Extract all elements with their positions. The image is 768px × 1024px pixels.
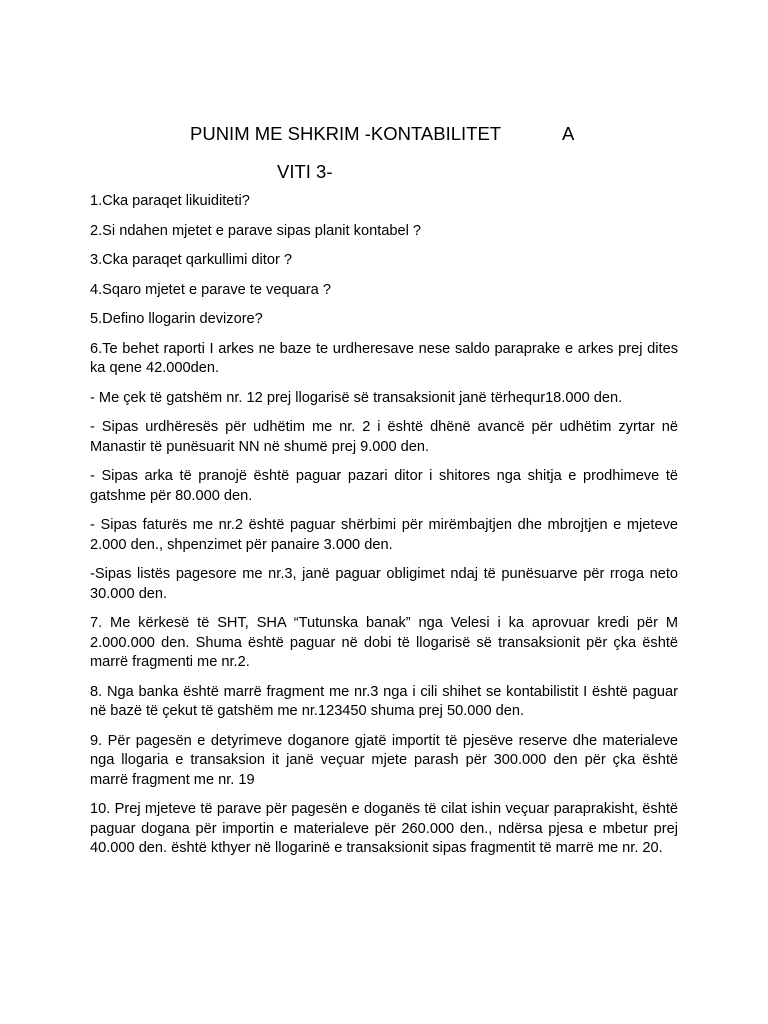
task-item-cheque: - Me çek të gatshëm nr. 12 prej llogarisë së transaksionit janë tërhequr18.000 den. bbox=[90, 389, 623, 406]
question-8: 8. Nga banka është marrë fragment me nr.3 nga i cili shihet se kontabilistit I është paguar në bazë të çekut të gatshëm me nr.123450 shuma prej 50.000 den. bbox=[90, 683, 678, 719]
document-body bbox=[90, 192, 678, 869]
task-item-invoice: - Sipas faturës me nr.2 është paguar shërbimi për mirëmbajtjen dhe mbrojtjen e mjeteve 2.000 den., shpenzimet për panaire 3.000 den. bbox=[90, 517, 678, 553]
question-1: 1.Cka paraqet likuiditeti? bbox=[90, 193, 250, 209]
document-subtitle: VITI 3- bbox=[277, 161, 333, 182]
task-item-payroll: -Sipas listës pagesore me nr.3, janë paguar obligimet ndaj të punësuarve për rroga neto 30.000 den. bbox=[90, 566, 678, 602]
question-10: 10. Prej mjeteve të parave për pagesën e doganës të cilat ishin veçuar paraprakisht, është paguar dogana për importin e materialeve për 260.000 den., ndërsa pjesa e mbetur prej 40.000 den. është kthyer në llogarinë e transaksionit sipas fragmentit të marrë me nr. 20. bbox=[90, 801, 678, 856]
question-4: 4.Sqaro mjetet e parave te vequara ? bbox=[90, 281, 331, 298]
task-item-travel-advance: - Sipas urdhëresës për udhëtim me nr. 2 i është dhënë avancë për udhëtim zyrtar në Manastir të punësuarit NN në shumë prej 9.000 den. bbox=[90, 419, 678, 455]
question-7: 7. Me kërkesë të SHT, SHA “Tutunska banak” nga Velesi i ka aprovuar kredi për M 2.000.000 den. Shuma është paguar në dobi të llogarisë së transaksionit për çka është marrë fragmenti me nr.2. bbox=[90, 615, 678, 670]
question-9: 9. Për pagesën e detyrimeve doganore gjatë importit të pjesëve reserve dhe materialeve nga llogaria e transaksion it janë veçuar mjete parash për 300.000 den për çka është marrë fragment me nr. 19 bbox=[90, 732, 678, 788]
question-3: 3.Cka paraqet qarkullimi ditor ? bbox=[90, 252, 292, 268]
task-item-daily-sales: - Sipas arka të pranojë është paguar pazari ditor i shitores nga shitja e prodhimeve të gatshme për 80.000 den. bbox=[90, 468, 678, 504]
question-6: 6.Te behet raporti I arkes ne baze te urdheresave nese saldo paraprake e arkes prej dites ka qene 42.000den. bbox=[90, 340, 678, 376]
document-title: PUNIM ME SHKRIM -KONTABILITET bbox=[190, 123, 502, 144]
question-5: 5.Defino llogarin devizore? bbox=[90, 311, 263, 327]
document-title-suffix: A bbox=[562, 123, 575, 144]
question-2: 2.Si ndahen mjetet e parave sipas planit kontabel ? bbox=[90, 222, 422, 239]
